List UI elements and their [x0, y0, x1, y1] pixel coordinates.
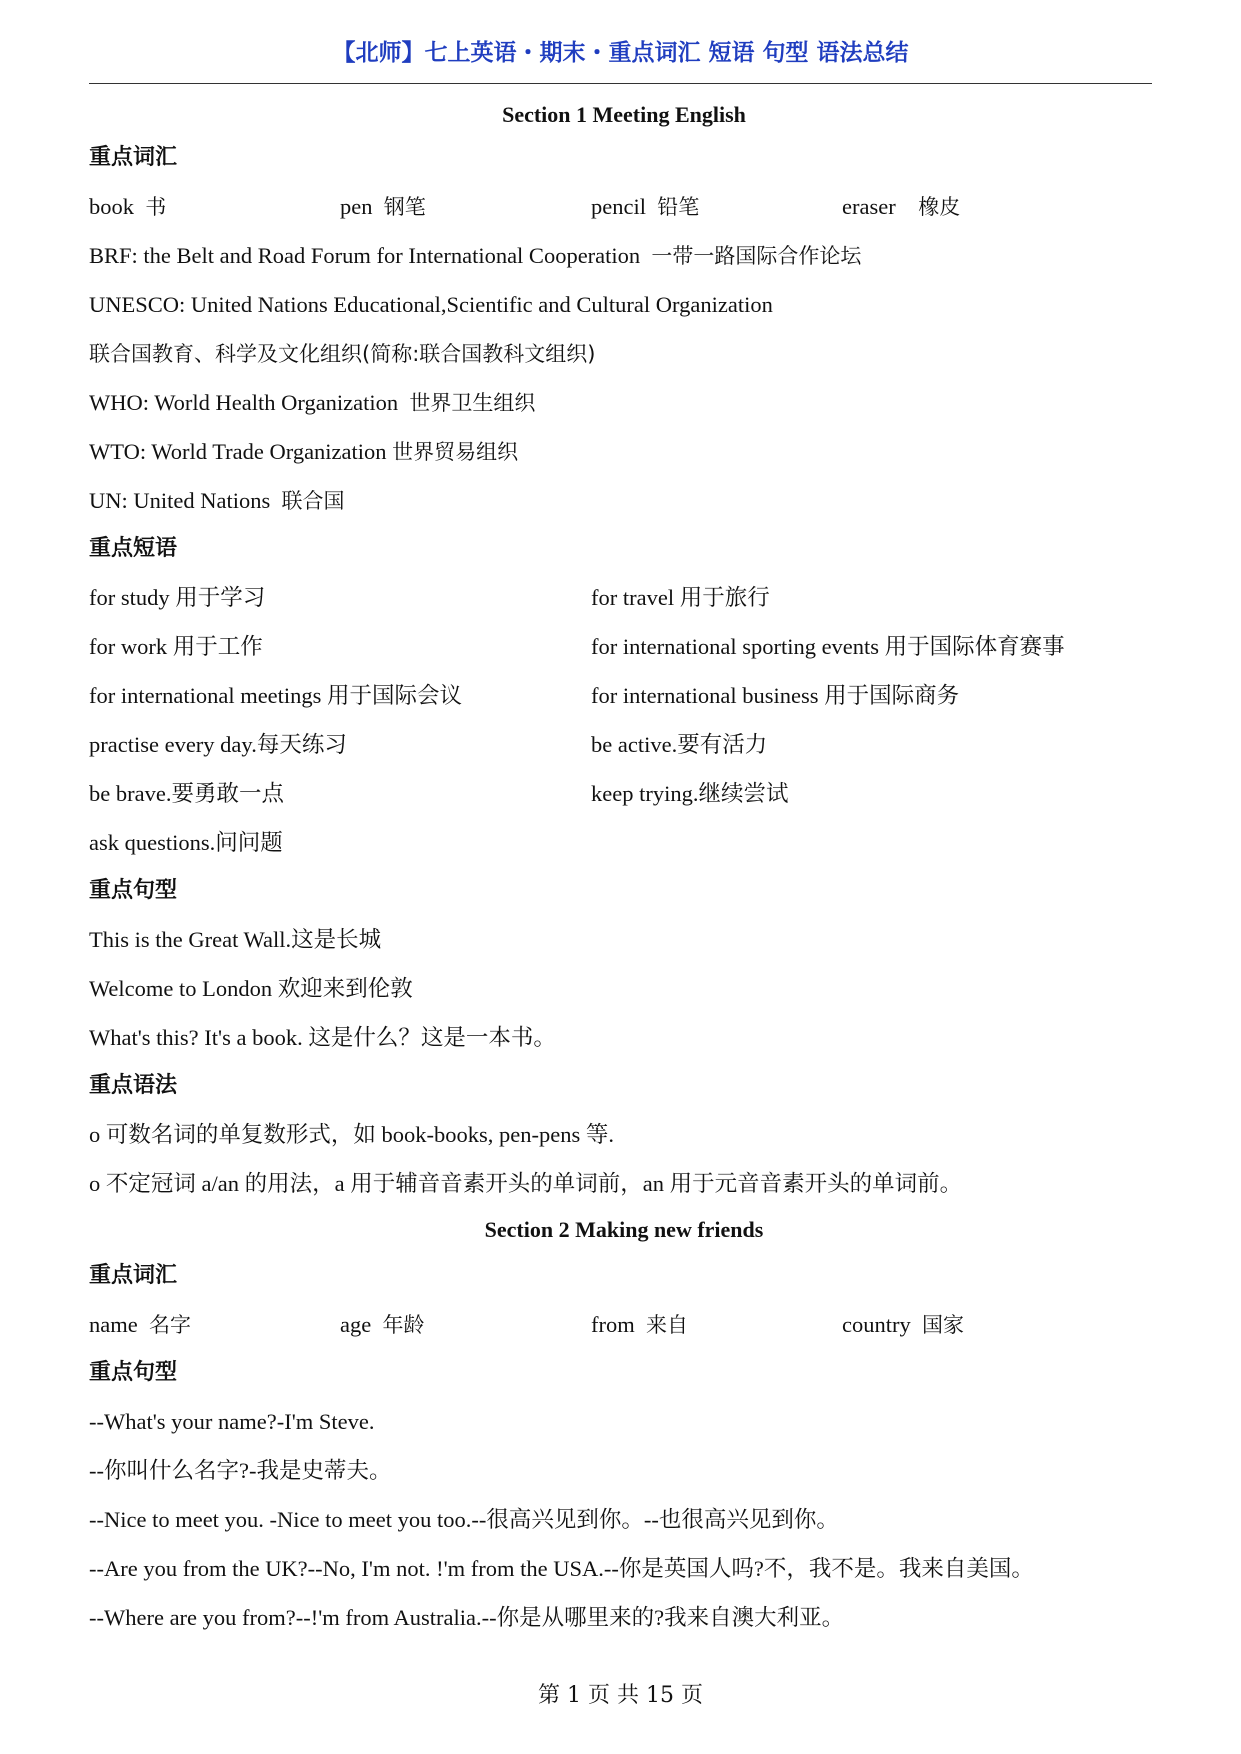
vocab-line: UNESCO: United Nations Educational,Scientific and Cultural Organization [89, 292, 773, 317]
sentence-line: --你叫什么名字?-我是史蒂夫。 [89, 1458, 392, 1483]
sentence-line: Welcome to London 欢迎来到伦敦 [89, 976, 413, 1001]
phrase-row [89, 573, 1159, 622]
phrase-row [89, 720, 1159, 769]
vocab-item: name 名字 [89, 1312, 191, 1337]
vocab-item: from 来自 [591, 1312, 688, 1337]
section-1-phrase-heading: 重点短语 [89, 536, 178, 561]
vocab-item: pencil 铅笔 [591, 194, 700, 219]
vocab-line: BRF: the Belt and Road Forum for International Cooperation 一带一路国际合作论坛 [89, 243, 862, 268]
header-divider [89, 83, 1152, 84]
phrase-item: be active.要有活力 [591, 732, 768, 757]
vocab-item: country 国家 [842, 1312, 964, 1337]
vocab-line: 联合国教育、科学及文化组织(简称:联合国教科文组织) [89, 342, 596, 366]
sentence-line: This is the Great Wall.这是长城 [89, 927, 382, 952]
sentence-line: What's this? It's a book. 这是什么？这是一本书。 [89, 1025, 556, 1050]
phrase-item: for international business 用于国际商务 [591, 683, 960, 708]
grammar-line: o 可数名词的单复数形式，如 book-books, pen-pens 等. [89, 1122, 614, 1147]
phrase-item: for study 用于学习 [89, 585, 266, 610]
phrase-row [89, 622, 1159, 671]
sentence-line: --Where are you from?--!'m from Australia.--你是从哪里来的?我来自澳大利亚。 [89, 1605, 845, 1630]
phrase-item: practise every day.每天练习 [89, 732, 347, 757]
vocab-item: eraser 橡皮 [842, 194, 961, 219]
phrase-row [89, 671, 1159, 720]
phrase-item: ask questions.问问题 [89, 830, 283, 855]
phrase-item: for travel 用于旅行 [591, 585, 770, 610]
content [89, 96, 1159, 1642]
sentence-line: --What's your name?-I'm Steve. [89, 1409, 375, 1434]
phrase-row [89, 769, 1159, 818]
section-1-title: Section 1 Meeting English [502, 102, 746, 127]
phrase-item: for international sporting events 用于国际体育赛事 [591, 634, 1065, 659]
section-1-vocab-row [89, 182, 1159, 231]
vocab-line: WHO: World Health Organization 世界卫生组织 [89, 390, 536, 415]
section-2-sentence-heading: 重点句型 [89, 1360, 178, 1385]
section-1-sentence-heading: 重点句型 [89, 878, 178, 903]
phrase-item: keep trying.继续尝试 [591, 781, 789, 806]
vocab-line: WTO: World Trade Organization 世界贸易组织 [89, 439, 519, 464]
phrase-item [591, 818, 1093, 867]
page-number: 第 1 页 共 15 页 [538, 1683, 703, 1708]
vocab-line: UN: United Nations 联合国 [89, 488, 345, 513]
vocab-item: book 书 [89, 194, 167, 219]
section-1-vocab-heading: 重点词汇 [89, 145, 178, 170]
phrase-item: be brave.要勇敢一点 [89, 781, 284, 806]
phrase-row [89, 818, 1159, 867]
section-2-title: Section 2 Making new friends [484, 1217, 764, 1242]
phrase-item: for work 用于工作 [89, 634, 263, 659]
phrase-item: for international meetings 用于国际会议 [89, 683, 463, 708]
vocab-item: pen 钢笔 [340, 194, 426, 219]
page-header: 【北师】七上英语・期末・重点词汇 短语 句型 语法总结 [332, 40, 909, 66]
vocab-item: age 年龄 [340, 1312, 425, 1337]
section-1-grammar-heading: 重点语法 [89, 1073, 178, 1098]
sentence-line: --Nice to meet you. -Nice to meet you too.--很高兴见到你。--也很高兴见到你。 [89, 1507, 839, 1532]
sentence-line: --Are you from the UK?--No, I'm not. !'m from the USA.--你是英国人吗?不，我不是。我来自美国。 [89, 1556, 1034, 1581]
section-2-vocab-row [89, 1300, 1159, 1349]
section-2-vocab-heading: 重点词汇 [89, 1263, 178, 1288]
grammar-line: o 不定冠词 a/an 的用法，a 用于辅音音素开头的单词前，an 用于元音音素开头的单词前。 [89, 1171, 963, 1196]
